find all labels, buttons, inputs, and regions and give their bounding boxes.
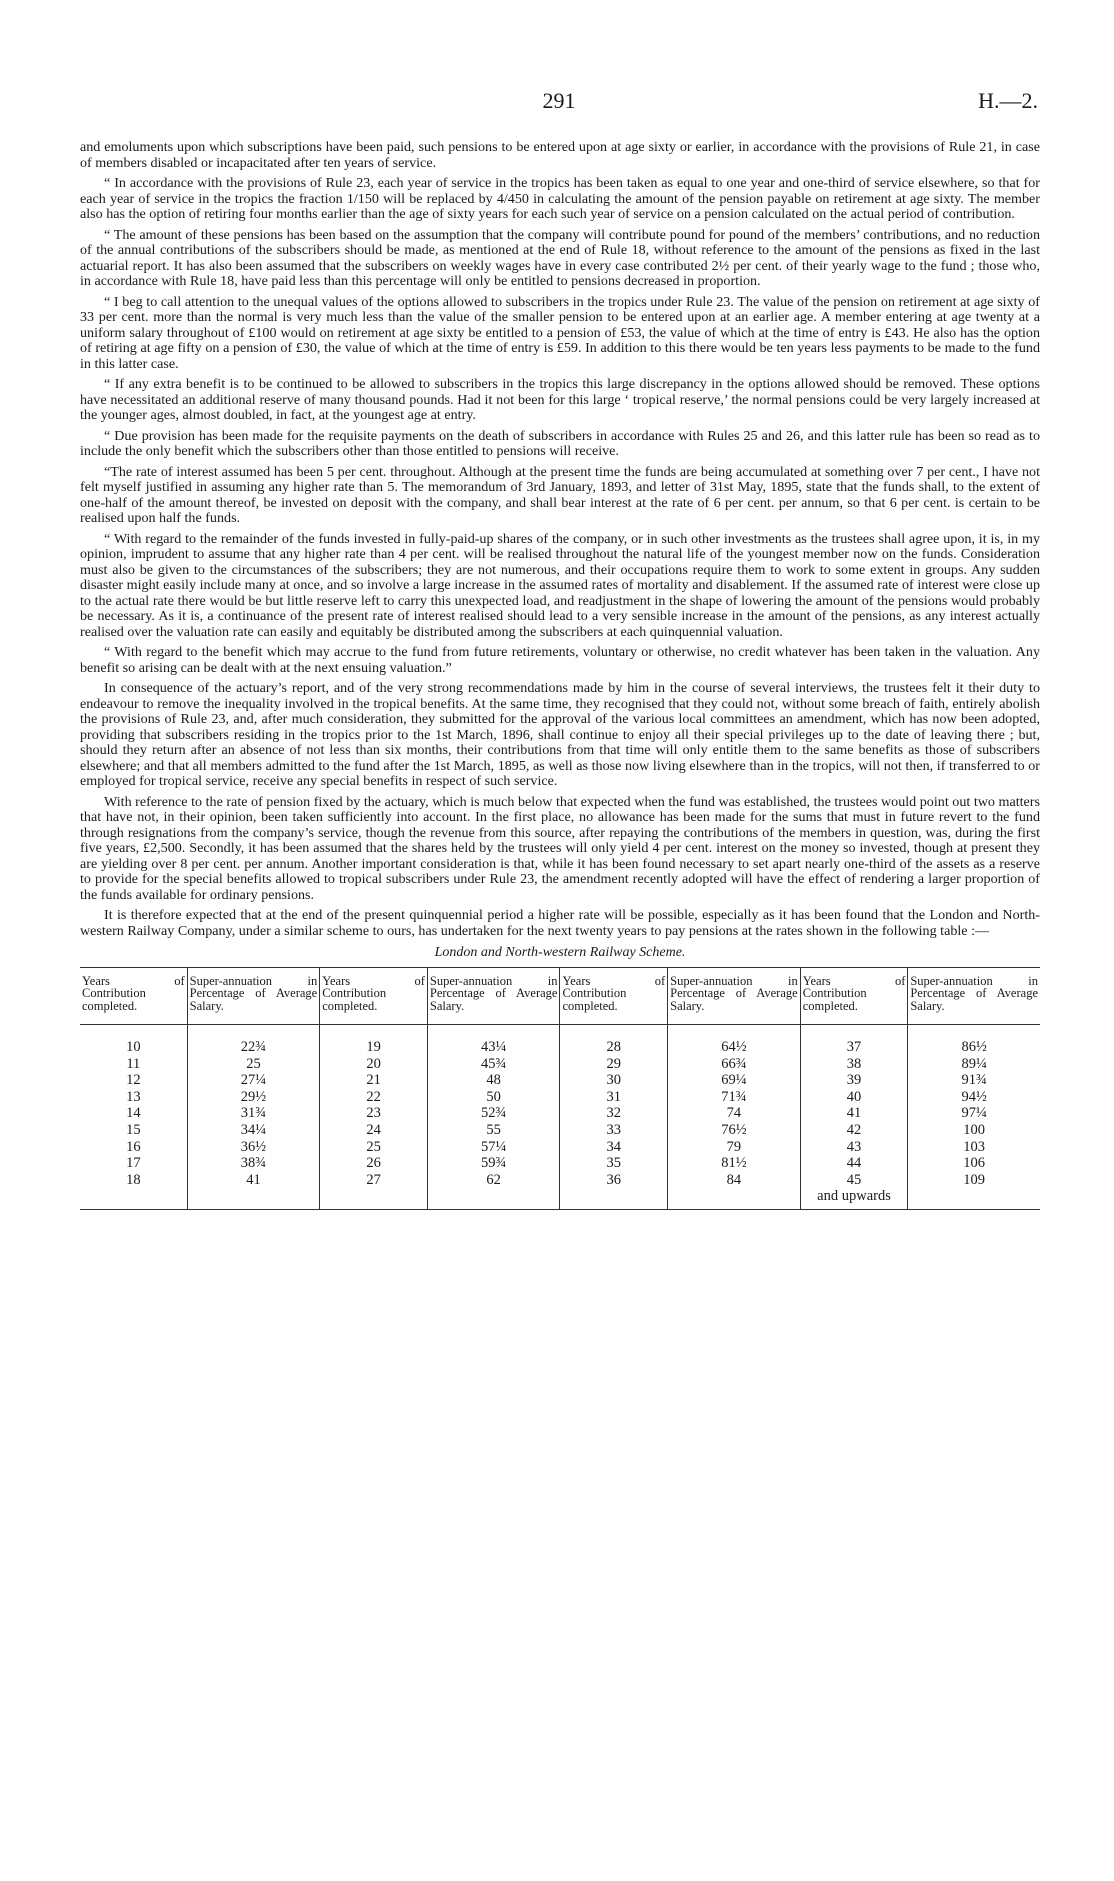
table-cell-value: 24 [366, 1121, 381, 1138]
table-cell-value: 39 [846, 1072, 862, 1089]
table-cell-value: 16 [126, 1138, 141, 1155]
table-cell-value: 43 [846, 1138, 862, 1155]
column-header: Super-annuation in Percentage of Average Salary. [187, 967, 320, 1025]
table-cell-value: 94½ [961, 1088, 987, 1105]
table-cell-value: 36 [606, 1171, 622, 1188]
table-cell-value: 22¾ [240, 1039, 267, 1055]
column-header: Years of Contribution completed. [320, 967, 428, 1025]
table-cell-value: 84 [726, 1171, 742, 1188]
table-cell-value: 43¼ [480, 1039, 507, 1055]
paragraph: “ I beg to call attention to the unequal values of the options allowed to subscribers in the tropics under Rule 23. The value of the pension on retirement at age sixty of 33 per cent. more than the normal is very much less than the value of the smaller pension to be entered upon at an earlier age. A member entering at age twenty at a uniform salary throughout of £100 would on retirement at age sixty be entitled to a pension of £53, the value of which at the time of entry is £43. He also has the option of retiring at age fifty on a pension of £30, the value of which at the time of entry is £59. In addition to this there would be ten years less payments to be made to the fund in this latter case. [80, 293, 1040, 372]
table-cell-value: 40 [846, 1088, 862, 1105]
column-header: Super-annuation in Percentage of Average Salary. [908, 967, 1040, 1025]
table-row [80, 1025, 1040, 1210]
table-cell-value: 28 [606, 1039, 622, 1055]
table-cell-value: 44 [846, 1155, 862, 1172]
table-cell-value: 12 [126, 1072, 141, 1089]
table-cell-value: 41 [846, 1105, 862, 1122]
table-cell-value: 22 [366, 1088, 381, 1105]
table-cell-value: 79 [726, 1138, 742, 1155]
paragraph: “ Due provision has been made for the requisite payments on the death of subscribers in accordance with Rules 25 and 26, and this latter rule has been so read as to include the only benefit which the subscribers other than those entitled to pensions will receive. [80, 427, 1040, 459]
table-column-cell [560, 1025, 668, 1210]
table-cell-value: 97¼ [961, 1105, 987, 1122]
table-cell-value: 55 [486, 1121, 501, 1138]
table-cell-value: 34 [606, 1138, 622, 1155]
table-column-cell [427, 1025, 560, 1210]
table-header-row [80, 967, 1040, 1025]
table-column-cell [908, 1025, 1040, 1210]
table-cell-value: 42 [846, 1121, 862, 1138]
table-cell-value: 30 [606, 1072, 622, 1089]
table-cell-value: 20 [366, 1055, 381, 1072]
column-header: Years of Contribution completed. [800, 967, 908, 1025]
table-cell-value: 76½ [721, 1121, 747, 1138]
table-cell-value: 41 [246, 1171, 261, 1188]
table-column-cell [800, 1025, 908, 1210]
table-cell-value: 21 [366, 1072, 381, 1089]
paragraph: With reference to the rate of pension fixed by the actuary, which is much below that expected when the fund was established, the trustees would point out two matters that have not, in their opinion, been taken sufficiently into account. In the first place, no allowance has been made for the sums that must in future revert to the fund through resignations from the company’s service, though the revenue from this source, after repaying the contributions of the members in question, was, during the first five years, £2,500. Secondly, it has been assumed that the shares held by the trustees will only yield 4 per cent. interest on the money so invested, though at present they are yielding over 8 per cent. per annum. Another important consideration is that, while it has been found necessary to set apart nearly one-third of the assets as a reserve to provide for the special benefits allowed to tropical subscribers under Rule 23, the amendment recently adopted will have the effect of rendering a larger proportion of the funds available for ordinary pensions. [80, 793, 1040, 903]
page-header [80, 84, 1038, 118]
table-cell-value: and upwards [817, 1188, 891, 1205]
paragraph: and emoluments upon which subscriptions have been paid, such pensions to be entered upon at age sixty or earlier, in accordance with the provisions of Rule 21, in case of members disabled or incapacitated after ten years of service. [80, 139, 1040, 171]
table-cell-value: 45 [846, 1171, 862, 1188]
table-cell-value: 71¾ [721, 1088, 747, 1105]
paragraph: “ With regard to the benefit which may accrue to the fund from future retirements, voluntary or otherwise, no credit whatever has been taken in the valuation. Any benefit so arising can be dealt with at the next ensuing valuation.” [80, 644, 1040, 676]
table-cell-value: 13 [126, 1088, 141, 1105]
table-cell-value: 14 [126, 1105, 141, 1122]
table-cell-value: 31¾ [240, 1105, 267, 1122]
table-cell-value: 106 [963, 1155, 986, 1172]
document-reference: H.—2. [978, 88, 1038, 113]
paragraph: “ If any extra benefit is to be continued to be allowed to subscribers in the tropics this large discrepancy in the options allowed should be removed. These options have necessitated an additional reserve of many thousand pounds. Had it not been for this large ‘ tropical reserve,’ the normal pensions could be very largely increased at the younger ages, almost doubled, in fact, at the youngest age at entry. [80, 376, 1040, 423]
table-cell-value: 26 [366, 1155, 381, 1172]
table-cell-value: 36½ [240, 1138, 267, 1155]
table-cell-value: 15 [126, 1121, 141, 1138]
table-cell-value: 59¾ [480, 1155, 507, 1172]
table-cell-value: 27¼ [240, 1072, 267, 1089]
table-cell-value: 35 [606, 1155, 622, 1172]
table-cell-value: 103 [963, 1138, 986, 1155]
paragraph: “ The amount of these pensions has been based on the assumption that the company will contribute pound for pound of the members’ contributions, and no reduction of the annual contributions of the subscribers should be made, as mentioned at the end of Rule 18, without reference to the amount of the pensions as fixed in the last actuarial report. It has also been assumed that the subscribers on weekly wages have in every case contributed 2½ per cent. of their yearly wage to the fund ; those who, in accordance with Rule 18, have paid less than this percentage will only be entitled to pensions decreased in proportion. [80, 226, 1040, 289]
table-cell-value: 17 [126, 1155, 141, 1172]
table-cell-value: 19 [366, 1039, 381, 1055]
table-cell-value: 25 [246, 1055, 261, 1072]
table-cell-value: 29 [606, 1055, 622, 1072]
paragraph: “The rate of interest assumed has been 5 per cent. throughout. Although at the present time the funds are being accumulated at something over 7 per cent., I have not felt myself justified in assuming any higher rate than 5. The memorandum of 3rd January, 1893, and letter of 31st May, 1895, state that the funds shall, to the extent of one-half of the amount thereof, be invested on deposit with the company, and shall bear interest at the rate of 6 per cent. per annum, so that 6 per cent. is certain to be realised upon half the funds. [80, 463, 1040, 526]
table-cell-value: 33 [606, 1121, 622, 1138]
table-cell-value: 52¾ [480, 1105, 507, 1122]
table-cell-value: 81½ [721, 1155, 747, 1172]
table-cell-value: 11 [126, 1055, 141, 1072]
paragraph: In consequence of the actuary’s report, and of the very strong recommendations made by him in the course of several interviews, the trustees felt it their duty to endeavour to remove the inequality involved in the tropical benefits. At the same time, they recognised that they could not, without some breach of faith, entirely abolish the provisions of Rule 23, and, after much consideration, they submitted for the approval of the various local committees an amendment, which has now been adopted, providing that subscribers residing in the tropics prior to the 1st March, 1896, shall continue to enjoy all their special privileges up to the date of leaving there ; but, should they return after an absence of not less than six months, their contributions from that time will only entitle them to the same benefits as those of subscribers elsewhere; and that all members admitted to the fund after the 1st March, 1895, as well as those now living elsewhere than in the tropics, will not then, if transferred to or employed for tropical service, receive any special benefits in respect of such service. [80, 680, 1040, 789]
table-cell-value: 109 [963, 1171, 986, 1188]
paragraph: It is therefore expected that at the end of the present quinquennial period a higher rate will be possible, especially as it has been found that the London and North-western Railway Company, under a similar scheme to ours, has undertaken for the next twenty years to pay pensions at the rates shown in the following table :— [80, 907, 1040, 939]
table-cell-value: 66¾ [721, 1055, 747, 1072]
table-caption: London and North-western Railway Scheme. [434, 945, 686, 960]
table-cell-value: 34¼ [240, 1121, 267, 1138]
table-column-cell [187, 1025, 320, 1210]
page-number: 291 [542, 88, 576, 113]
table-cell-value: 91¾ [961, 1072, 987, 1089]
table-cell-value: 37 [846, 1039, 862, 1055]
table-cell-value: 45¾ [480, 1055, 507, 1072]
table-cell-value: 89¼ [961, 1055, 987, 1072]
table-cell-value: 64½ [721, 1039, 747, 1055]
table-column-cell [320, 1025, 428, 1210]
table-cell-value: 74 [726, 1105, 742, 1122]
table-cell-value: 38¾ [240, 1155, 267, 1172]
table-column-cell [80, 1025, 187, 1210]
table-cell-value: 27 [366, 1171, 381, 1188]
paragraph: “ With regard to the remainder of the funds invested in fully-paid-up shares of the company, or in such other investments as the trustees shall agree upon, it is, in my opinion, imprudent to assume that any higher rate than 4 per cent. will be realised throughout the natural life of the youngest member now on the funds. Consideration must also be given to the circumstances of the subscribers; they are not numerous, and their occupations require them to work to some extent in groups. Any sudden disaster might easily include many at once, and so involve a large increase in the assumed rates of mortality and disablement. If the assumed rate of interest were close up to the actual rate there would be but little reserve left to carry this unexpected load, and readjustment in the shape of lowering the amount of the pensions would probably be necessary. As it is, a continuance of the present rate of interest realised should lead to a very sensible increase in the amount of the pensions, as any interest actually realised over the valuation rate can easily and equitably be distributed among the subscribers at each quinquennial valuation. [80, 530, 1040, 640]
table-column-cell [668, 1025, 801, 1210]
table-cell-value: 25 [366, 1138, 381, 1155]
column-header: Super-annuation in Percentage of Average Salary. [427, 967, 560, 1025]
table-cell-value: 69¼ [721, 1072, 747, 1089]
paragraph: “ In accordance with the provisions of Rule 23, each year of service in the tropics has been taken as equal to one year and one-third of service elsewhere, so that for each year of service in the tropics the fraction 1/150 will be replaced by 4/450 in calculating the amount of the pension payable on retirement at age sixty. The member also has the option of retiring four months earlier than the age of sixty years for each such year of service on a pension calculated on the actual period of contribution. [80, 175, 1040, 222]
table-cell-value: 86½ [961, 1039, 987, 1055]
table-cell-value: 57¼ [480, 1138, 507, 1155]
table-cell-value: 32 [606, 1105, 622, 1122]
document-body [80, 140, 1040, 1210]
table-cell-value: 38 [846, 1055, 862, 1072]
column-header: Years of Contribution completed. [80, 967, 187, 1025]
pension-table [80, 967, 1040, 1210]
table-cell-value: 50 [486, 1088, 501, 1105]
table-cell-value: 31 [606, 1088, 622, 1105]
table-cell-value: 48 [486, 1072, 501, 1089]
table-cell-value: 23 [366, 1105, 381, 1122]
column-header: Super-annuation in Percentage of Average Salary. [668, 967, 801, 1025]
table-cell-value: 100 [963, 1121, 986, 1138]
table-cell-value: 10 [126, 1039, 141, 1055]
column-header: Years of Contribution completed. [560, 967, 668, 1025]
table-cell-value: 29½ [240, 1088, 267, 1105]
table-cell-value: 62 [486, 1171, 501, 1188]
table-cell-value: 18 [126, 1171, 141, 1188]
